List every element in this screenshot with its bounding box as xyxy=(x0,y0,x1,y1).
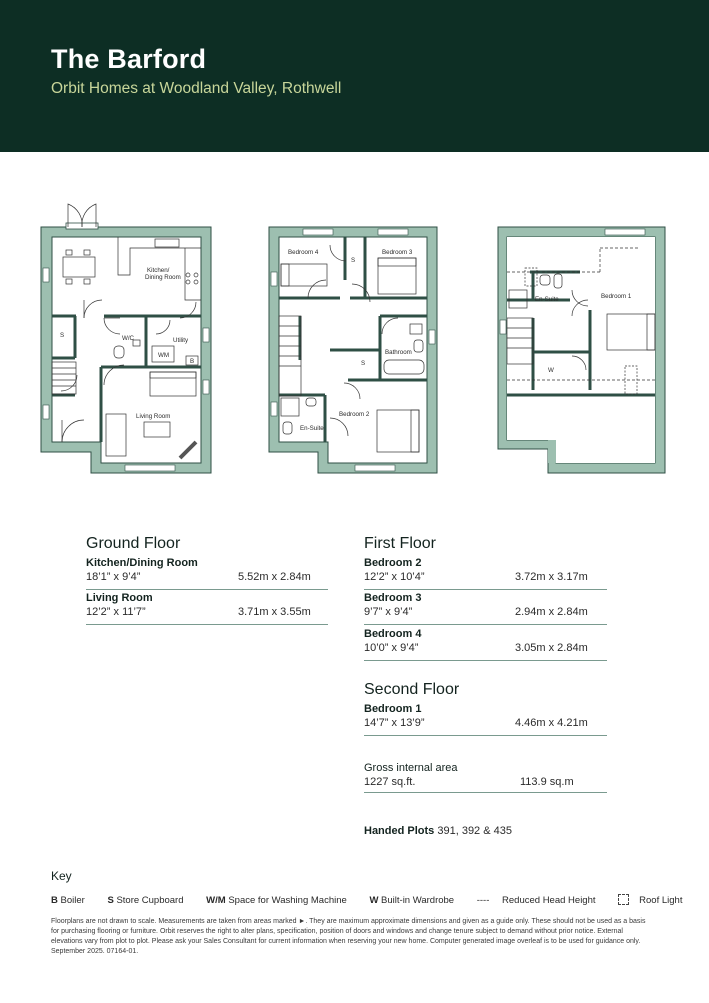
room-name: Bedroom 4 xyxy=(364,628,422,640)
room-entry xyxy=(364,592,607,625)
key-item xyxy=(206,895,357,906)
boiler-label: B xyxy=(190,358,195,365)
key-item xyxy=(477,895,606,906)
key-title: Key xyxy=(51,869,72,883)
key-text: Space for Washing Machine xyxy=(228,895,347,906)
gross-area-metric: 113.9 sq.m xyxy=(520,776,574,788)
wc-label: W/C xyxy=(122,335,135,342)
key-code: ---- xyxy=(476,895,490,906)
living-label: Living Room xyxy=(136,413,171,420)
bedroom-3-label: Bedroom 3 xyxy=(382,249,413,256)
page-subtitle: Orbit Homes at Woodland Valley, Rothwell xyxy=(51,80,342,97)
gross-area xyxy=(364,762,607,793)
second-floor-heading: Second Floor xyxy=(364,681,460,698)
room-entry xyxy=(364,557,607,590)
room-imperial: 12’2” x 10’4” xyxy=(364,571,425,583)
header-banner xyxy=(0,0,709,152)
room-name: Kitchen/Dining Room xyxy=(86,557,198,569)
ground-floor-heading: Ground Floor xyxy=(86,535,181,552)
bedroom-2-label: Bedroom 2 xyxy=(339,411,370,418)
first-floor-heading: First Floor xyxy=(364,535,436,552)
kitchen-label: Kitchen/ xyxy=(147,267,170,274)
key-text: Store Cupboard xyxy=(116,895,184,906)
bathroom-label: Bathroom xyxy=(385,349,412,356)
key-code: W xyxy=(369,895,379,906)
room-imperial: 9’7” x 9’4” xyxy=(364,606,413,618)
key-legend xyxy=(51,894,702,906)
ground-store-label: S xyxy=(60,332,65,339)
key-item xyxy=(51,895,95,906)
room-imperial: 10’0” x 9’4” xyxy=(364,642,419,654)
room-name: Living Room xyxy=(86,592,153,604)
second-ensuite-label: En-Suite xyxy=(535,296,559,303)
gross-area-imperial: 1227 sq.ft. xyxy=(364,776,416,788)
room-name: Bedroom 1 xyxy=(364,703,422,715)
room-name: Bedroom 3 xyxy=(364,592,422,604)
room-imperial: 12’2” x 11’7” xyxy=(86,606,146,618)
room-metric: 3.05m x 2.84m xyxy=(515,642,588,654)
dining-label: Dining Room xyxy=(145,274,181,281)
disclaimer: Floorplans are not drawn to scale. Measurements are taken from areas marked ►. They are maximum approximate dimensions and given as a guide only. These should not be used as a basis for purchasing flooring or furniture. Orbit reserves the right to alter plans, specification, position of doors and windows and change tenure subject to demand without prior notice. External elevations vary from plot to plot. Please ask your Sales Consultant for current information when reserving your new home. Computer generated image overleaf is to be used for guidance only. September 2025. 07164-01. xyxy=(51,918,646,955)
utility-label: Utility xyxy=(173,337,189,344)
key-item xyxy=(369,895,464,906)
key-text: Roof Light xyxy=(639,895,683,906)
ground-floor-plan xyxy=(41,204,211,473)
room-metric: 5.52m x 2.84m xyxy=(238,571,311,583)
floor-plans xyxy=(0,190,709,490)
room-entry xyxy=(364,703,607,736)
room-metric: 3.72m x 3.17m xyxy=(515,571,588,583)
bedroom-1-label: Bedroom 1 xyxy=(601,293,632,300)
wm-label: WM xyxy=(158,352,169,359)
handed-plots-label: Handed Plots xyxy=(364,825,435,837)
page-title: The Barford xyxy=(51,44,207,74)
room-imperial: 18’1” x 9’4” xyxy=(86,571,141,583)
gross-area-label: Gross internal area xyxy=(364,762,458,774)
room-name: Bedroom 2 xyxy=(364,557,422,569)
first-floor-plan xyxy=(269,227,437,473)
key-code: B xyxy=(51,895,58,906)
key-text: Reduced Head Height xyxy=(502,895,596,906)
roof-light-icon xyxy=(618,894,629,905)
handed-plots xyxy=(364,825,512,837)
room-metric: 3.71m x 3.55m xyxy=(238,606,311,618)
key-code: S xyxy=(107,895,114,906)
wardrobe-label: W xyxy=(548,367,554,374)
floor-plan-drawing xyxy=(0,190,709,490)
second-floor-plan xyxy=(498,227,665,473)
key-code: W/M xyxy=(206,895,226,906)
room-entry xyxy=(364,628,607,661)
room-metric: 4.46m x 4.21m xyxy=(515,717,588,729)
room-entry xyxy=(86,557,328,590)
handed-plots-value: 391, 392 & 435 xyxy=(437,825,512,837)
room-entry xyxy=(86,592,328,625)
bedroom-4-label: Bedroom 4 xyxy=(288,249,319,256)
key-item xyxy=(107,895,193,906)
first-store-2-label: S xyxy=(361,360,366,367)
room-metric: 2.94m x 2.84m xyxy=(515,606,588,618)
key-text: Built-in Wardrobe xyxy=(381,895,455,906)
first-store-1-label: S xyxy=(351,257,356,264)
first-ensuite-label: En-Suite xyxy=(300,425,324,432)
room-imperial: 14’7” x 13’9” xyxy=(364,717,425,729)
key-item xyxy=(618,895,692,906)
key-text: Boiler xyxy=(60,895,85,906)
